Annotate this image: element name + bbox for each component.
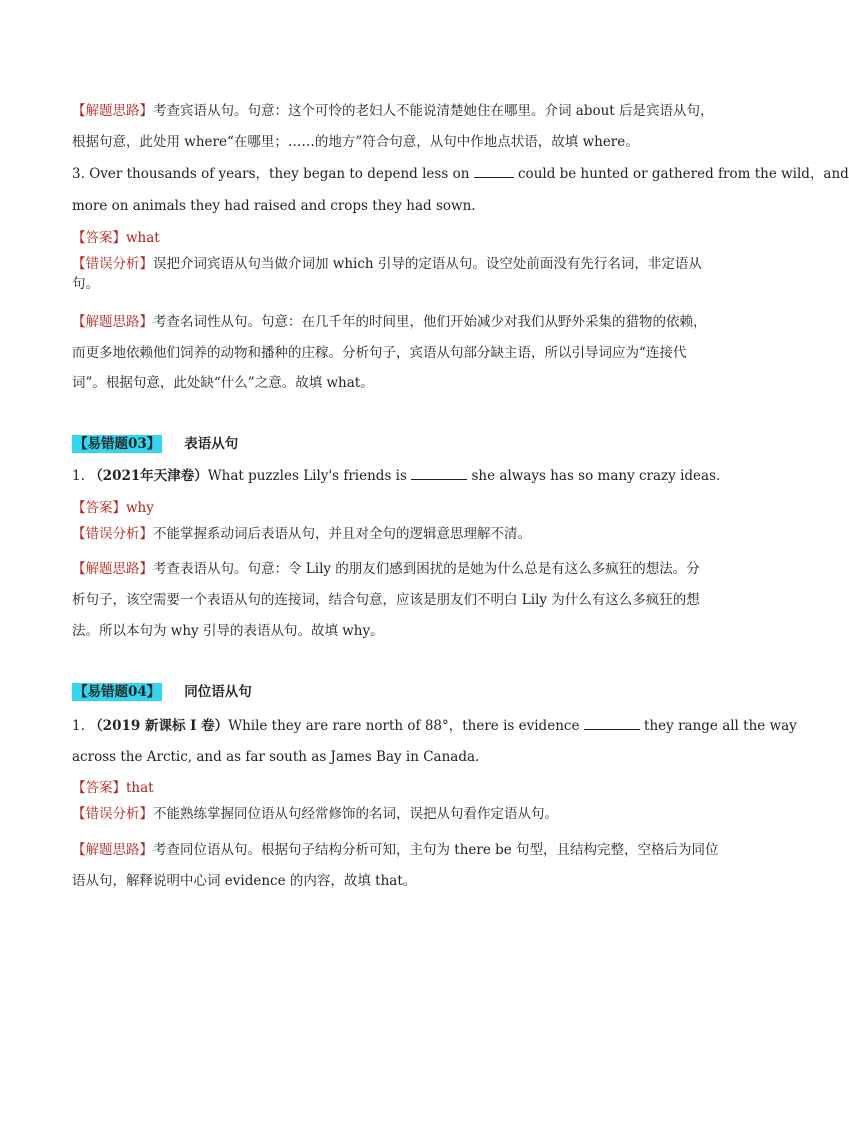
answer-value: why [126,500,154,516]
thinking-label: 【解题思路】 [72,314,153,330]
section-header [72,683,252,701]
section-tag: 【易错题03】 [74,436,161,452]
answer-label: 【答案】 [72,780,126,796]
error-label: 【错误分析】 [72,256,153,272]
thinking-line: 【解题思路】考查同位语从句。根据句子结构分析可知，主句为 there be 句型，且结构完整，空格后为同位 [72,842,719,858]
thinking-line: 词”。根据句意，此处缺“什么”之意。故填 what。 [72,375,374,391]
section-header [72,435,238,453]
question-stem-line2: across the Arctic, and as far south as James Bay in Canada. [72,749,480,765]
error-analysis-line: 句。 [72,276,99,292]
thinking-label: 【解题思路】 [72,561,153,577]
question-stem: 1. （2021年天津卷）What puzzles Lily's friends is she always has so many crazy ideas. [72,468,721,484]
answer-value: what [126,230,160,246]
question-stem: 3. Over thousands of years，they began to depend less on could be hunted or gathered from the wild，and [72,166,849,182]
thinking-line: 析句子，该空需要一个表语从句的连接词，结合句意，应该是朋友们不明白 Lily 为什么有这么多疯狂的想 [72,592,700,608]
error-analysis-line: 【错误分析】误把介词宾语从句当做介词加 which 引导的定语从句。设空处前面没有先行名词，非定语从 [72,256,702,272]
thinking-label: 【解题思路】 [72,103,153,119]
section-tag: 【易错题04】 [74,684,161,700]
thinking-line: 【解题思路】考查表语从句。句意：令 Lily 的朋友们感到困扰的是她为什么总是有这么多疯狂的想法。分 [72,561,700,577]
answer-label: 【答案】 [72,230,126,246]
error-analysis-line: 【错误分析】不能熟练掌握同位语从句经常修饰的名词，误把从句看作定语从句。 [72,806,558,822]
error-analysis-line: 【错误分析】不能掌握系动词后表语从句，并且对全句的逻辑意思理解不清。 [72,526,531,542]
section-title: 表语从句 [184,436,239,452]
answer-line [72,778,154,798]
thinking-line: 语从句，解释说明中心词 evidence 的内容，故填 that。 [72,873,417,889]
thinking-line: 【解题思路】考查宾语从句。句意：这个可怜的老妇人不能说清楚她住在哪里。介词 about 后是宾语从句， [72,103,714,119]
section-title: 同位语从句 [184,684,252,700]
error-label: 【错误分析】 [72,526,153,542]
thinking-line: 根据句意，此处用 where“在哪里；……的地方”符合句意，从句中作地点状语，故填 where。 [72,134,639,150]
error-label: 【错误分析】 [72,806,153,822]
thinking-line: 【解题思路】考查名词性从句。句意：在几千年的时间里，他们开始减少对我们从野外采集的猎物的依赖， [72,314,707,330]
answer-label: 【答案】 [72,500,126,516]
question-stem: 1. （2019 新课标 I 卷）While they are rare north of 88°，there is evidence they range all the way [72,718,797,734]
thinking-line: 而更多地依赖他们饲养的动物和播种的庄稼。分析句子，宾语从句部分缺主语，所以引导词应为“连接代 [72,345,687,361]
answer-blank [584,717,640,730]
question-source: （2019 新课标 I 卷） [89,718,229,734]
answer-blank [411,467,467,480]
question-source: （2021年天津卷） [89,468,208,484]
answer-value: that [126,780,154,796]
answer-line [72,228,160,248]
answer-blank [474,165,514,178]
question-stem-line2: more on animals they had raised and crops they had sown. [72,198,476,214]
thinking-line: 法。所以本句为 why 引导的表语从句。故填 why。 [72,623,384,639]
answer-line [72,498,154,518]
thinking-label: 【解题思路】 [72,842,153,858]
